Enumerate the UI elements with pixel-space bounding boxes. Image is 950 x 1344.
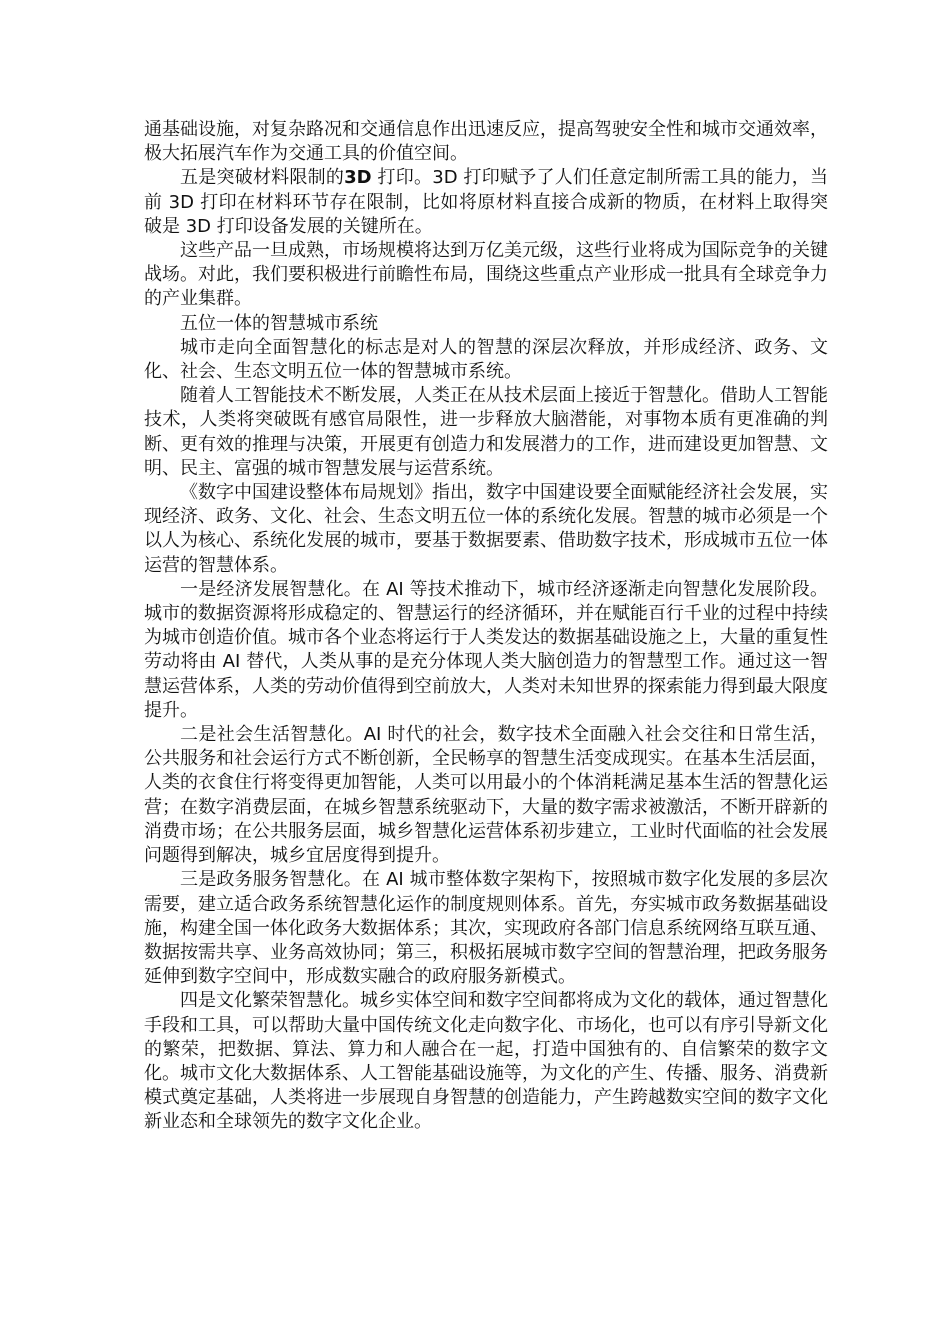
heading-text: 五位一体的智慧城市系统 (180, 312, 378, 334)
paragraph-text: 三是政务服务智慧化。在 AI 城市整体数字架构下，按照城市数字化发展的多层次需要，建立适合政务系统智慧化运作的制度规则体系。首先，夯实城市政务数据基础设施，构建全国一体化政务大数据体系；其次，实现政府各部门信息系统网络互联互通、数据按需共享、业务高效协同；第三，积极拓展城市数字空间的智慧治理，把政务服务延伸到数字空间中，形成数实融合的政府服务新模式。 (144, 869, 828, 988)
paragraph-continuation (144, 118, 828, 166)
paragraph-text: 这些产品一旦成熟，市场规模将达到万亿美元级，这些行业将成为国际竞争的关键战场。对此，我们要积极进行前瞻性布局，围绕这些重点产业形成一批具有全球竞争力的产业集群。 (144, 240, 828, 310)
paragraph-digital-china-plan (144, 481, 828, 578)
section-heading (144, 312, 828, 336)
paragraph-text: 随着人工智能技术不断发展，人类正在从技术层面上接近于智慧化。借助人工智能技术，人类将突破既有感官局限性，进一步释放大脑潜能，对事物本质有更准确的判断、更有效的推理与决策，开展更有创造力和发展潜力的工作，进而建设更加智慧、文明、民主、富强的城市智慧发展与运营系统。 (144, 385, 828, 479)
paragraph-lead: 五是突破材料限制的 (180, 167, 345, 189)
paragraph-smart-city-mark (144, 336, 828, 384)
paragraph-economy (144, 578, 828, 723)
paragraph-text: 一是经济发展智慧化。在 AI 等技术推动下，城市经济逐渐走向智慧化发展阶段。城市的数据资源将形成稳定的、智慧运行的经济循环，并在赋能百行千业的过程中持续为城市创造价值。城市各个业态将运行于人类发达的数据基础设施之上，大量的重复性劳动将由 AI 替代，人类从事的是充分体现人类大脑创造力的智慧型工作。通过这一智慧运营体系，人类的劳动价值得到空前放大，人类对未知世界的探索能力得到最大限度提升。 (144, 578, 828, 721)
paragraph-social-life (144, 723, 828, 868)
paragraph-text: 通基础设施，对复杂路况和交通信息作出迅速反应，提高驾驶安全性和城市交通效率，极大拓展汽车作为交通工具的价值空间。 (144, 119, 828, 165)
paragraph-text: 四是文化繁荣智慧化。城乡实体空间和数字空间都将成为文化的载体，通过智慧化手段和工具，可以帮助大量中国传统文化走向数字化、市场化，也可以有序引导新文化的繁荣，把数据、算法、算力和人融合在一起，打造中国独有的、自信繁荣的数字文化。城市文化大数据体系、人工智能基础设施等，为文化的产生、传播、服务、消费新模式奠定基础，人类将进一步展现自身智慧的创造能力，产生跨越数实空间的数字文化新业态和全球领先的数字文化企业。 (144, 990, 828, 1133)
paragraph-ai-development (144, 384, 828, 481)
paragraph-culture (144, 989, 828, 1134)
paragraph-3d-printing (144, 166, 828, 239)
paragraph-text: 《数字中国建设整体布局规划》指出，数字中国建设要全面赋能经济社会发展，实现经济、政务、文化、社会、生态文明五位一体的系统化发展。智慧的城市必须是一个以人为核心、系统化发展的城市，要基于数据要素、借助数字技术，形成城市五位一体运营的智慧体系。 (144, 482, 828, 576)
paragraph-text: 二是社会生活智慧化。AI 时代的社会，数字技术全面融入社会交往和日常生活，公共服务和社会运行方式不断创新，全民畅享的智慧生活变成现实。在基本生活层面，人类的衣食住行将变得更加智能，人类可以用最小的个体消耗满足基本生活的智慧化运营；在数字消费层面，在城乡智慧系统驱动下，大量的数字需求被激活，不断开辟新的消费市场；在公共服务层面，城乡智慧化运营体系初步建立，工业时代面临的社会发展问题得到解决，城乡宜居度得到提升。 (144, 724, 828, 867)
paragraph-bold-3d: 3D (344, 167, 372, 189)
document-page (144, 118, 828, 1135)
paragraph-text: 打印。3D 打印赋予了人们任意定制所需工具的能力，当前 3D 打印在材料环节存在限制，比如将原材料直接合成新的物质，在材料上取得突破是 3D 打印设备发展的关键所在。 (144, 167, 828, 237)
paragraph-government-services (144, 868, 828, 989)
paragraph-text: 城市走向全面智慧化的标志是对人的智慧的深层次释放，并形成经济、政务、文化、社会、生态文明五位一体的智慧城市系统。 (144, 336, 828, 383)
paragraph-market-scale (144, 239, 828, 312)
